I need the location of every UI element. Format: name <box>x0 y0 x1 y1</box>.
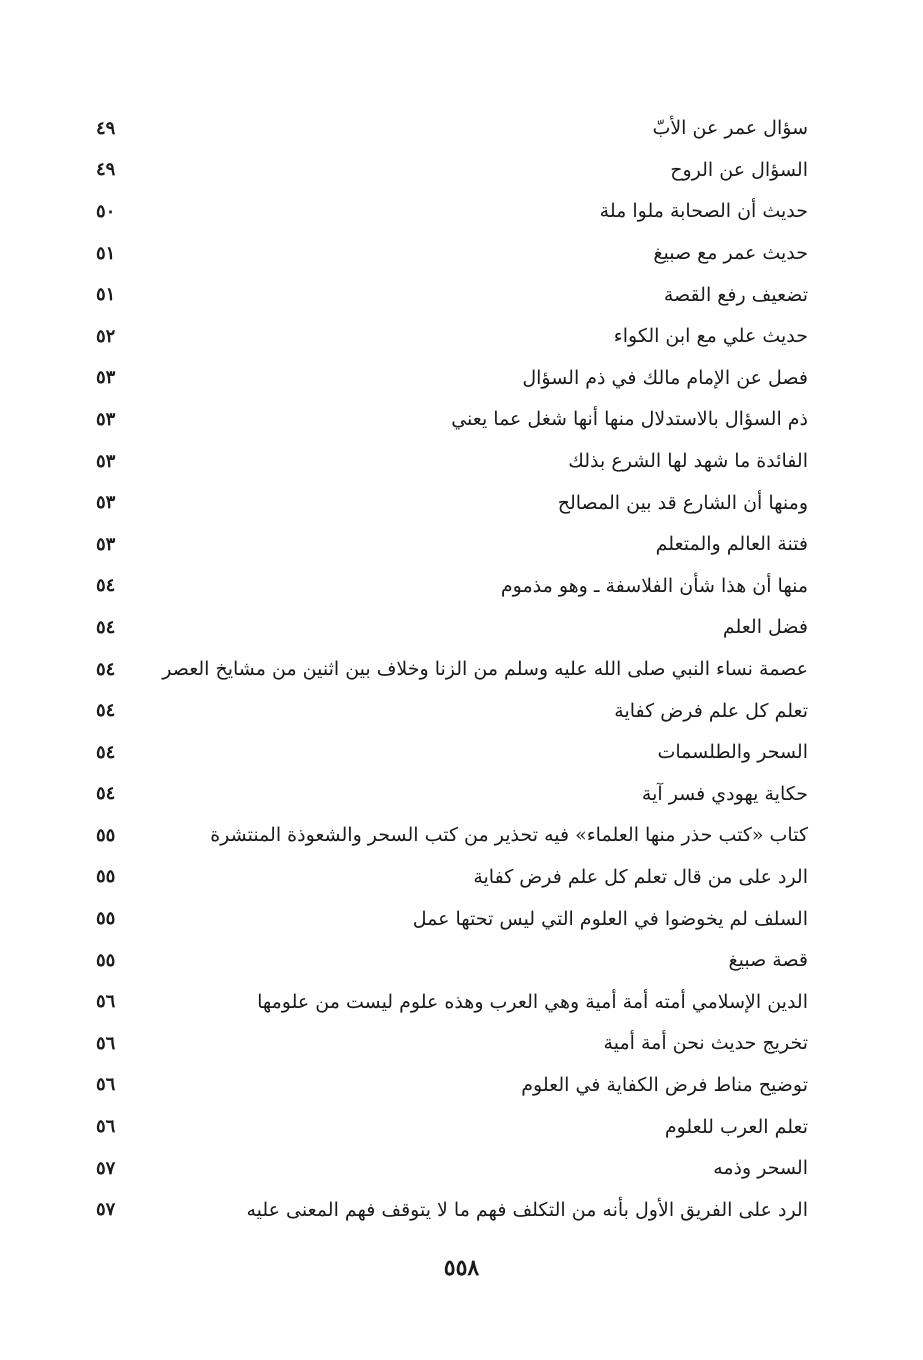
toc-entry <box>96 150 808 192</box>
toc-entry-title: الرد على الفريق الأول بأنه من التكلف فهم ما لا يتوقف فهم المعنى عليه <box>246 1198 808 1221</box>
toc-entry <box>96 482 808 524</box>
toc-entry <box>96 649 808 691</box>
toc-entry-title: توضيح مناط فرض الكفاية في العلوم <box>521 1073 808 1096</box>
toc-entry-page: ٥٦ <box>96 1116 116 1138</box>
toc-entry-page: ٥٧ <box>96 1157 116 1179</box>
toc-entry <box>96 274 808 316</box>
toc-entry <box>96 774 808 816</box>
toc-entry <box>96 1189 808 1231</box>
toc-entry-title: فتنة العالم والمتعلم <box>655 533 808 556</box>
toc-entry-page: ٥٥ <box>96 908 116 930</box>
toc-entry <box>96 524 808 566</box>
toc-entry-title: ذم السؤال بالاستدلال منها أنها شغل عما يعني <box>451 408 808 431</box>
toc-entry <box>96 358 808 400</box>
toc-entry-title: منها أن هذا شأن الفلاسفة ـ وهو مذموم <box>500 574 808 597</box>
toc-entry-title: الرد على من قال تعلم كل علم فرض كفاية <box>473 865 808 888</box>
toc-entry-title: السحر وذمه <box>713 1157 808 1180</box>
toc-entry-title: الدين الإسلامي أمته أمة أمية وهي العرب وهذه علوم ليست من علومها <box>257 990 808 1013</box>
toc-entry-page: ٥٤ <box>96 616 116 638</box>
toc-entry-title: تخريج حديث نحن أمة أمية <box>603 1032 808 1055</box>
toc-entry-page: ٥٦ <box>96 1074 116 1096</box>
toc-entry-page: ٥١ <box>96 242 116 264</box>
toc-entry-page: ٥٣ <box>96 408 116 430</box>
toc-entry <box>96 233 808 275</box>
toc-entry-title: حديث علي مع ابن الكواء <box>613 325 808 348</box>
toc-entry-page: ٥٤ <box>96 700 116 722</box>
toc-entry <box>96 690 808 732</box>
toc-entry <box>96 607 808 649</box>
toc-entry-title: الفائدة ما شهد لها الشرع بذلك <box>568 450 808 473</box>
toc-entry <box>96 815 808 857</box>
toc-entry-page: ٥٣ <box>96 367 116 389</box>
toc-entry-page: ٥٧ <box>96 1199 116 1221</box>
toc-entry-title: حديث عمر مع صبيغ <box>653 242 808 265</box>
page-number: ٥٥٨ <box>443 1255 480 1281</box>
toc-entry-title: حكاية يهودي فسر آية <box>641 782 808 805</box>
toc-entry <box>96 1148 808 1190</box>
toc-entry <box>96 1065 808 1107</box>
toc-entry-page: ٥٣ <box>96 492 116 514</box>
toc-entry <box>96 566 808 608</box>
toc-entry-page: ٤٩ <box>96 117 116 139</box>
toc-entry-page: ٥٦ <box>96 1032 116 1054</box>
toc-entry <box>96 441 808 483</box>
toc-entry-page: ٥٤ <box>96 575 116 597</box>
toc-entry <box>96 1023 808 1065</box>
toc-entry-title: كتاب «كتب حذر منها العلماء» فيه تحذير من كتب السحر والشعوذة المنتشرة <box>210 824 808 847</box>
toc-entry-title: تضعيف رفع القصة <box>663 283 808 306</box>
toc-entry <box>96 191 808 233</box>
toc-entry <box>96 316 808 358</box>
toc-entry-title: فضل العلم <box>722 616 808 639</box>
toc-entry-title: حديث أن الصحابة ملوا ملة <box>599 200 808 223</box>
toc-entry-page: ٥٤ <box>96 741 116 763</box>
toc-entry-title: سؤال عمر عن الأبّ <box>652 117 808 140</box>
toc-entry-title: تعلم العرب للعلوم <box>664 1115 808 1138</box>
table-of-contents <box>96 108 808 1231</box>
toc-entry-title: قصة صبيغ <box>728 949 808 972</box>
toc-entry-title: السلف لم يخوضوا في العلوم التي ليس تحتها عمل <box>412 907 808 930</box>
toc-entry-title: السحر والطلسمات <box>657 741 808 764</box>
toc-entry <box>96 857 808 899</box>
toc-entry-page: ٥٥ <box>96 949 116 971</box>
toc-entry-page: ٥٤ <box>96 783 116 805</box>
toc-entry-page: ٥٥ <box>96 866 116 888</box>
toc-entry-page: ٥٤ <box>96 658 116 680</box>
toc-entry-page: ٥٠ <box>96 200 116 222</box>
toc-entry-title: عصمة نساء النبي صلى الله عليه وسلم من الزنا وخلاف بين اثنين من مشايخ العصر <box>162 658 808 681</box>
toc-entry <box>96 732 808 774</box>
toc-entry <box>96 940 808 982</box>
toc-entry <box>96 399 808 441</box>
toc-entry <box>96 981 808 1023</box>
toc-entry-page: ٥٣ <box>96 533 116 555</box>
toc-entry-title: تعلم كل علم فرض كفاية <box>614 699 808 722</box>
toc-entry-page: ٤٩ <box>96 159 116 181</box>
toc-entry <box>96 1106 808 1148</box>
toc-entry-page: ٥٢ <box>96 325 116 347</box>
toc-entry <box>96 108 808 150</box>
toc-entry-page: ٥٥ <box>96 824 116 846</box>
toc-entry-page: ٥٦ <box>96 991 116 1013</box>
toc-entry-title: فصل عن الإمام مالك في ذم السؤال <box>522 366 808 389</box>
toc-entry <box>96 898 808 940</box>
toc-entry-title: ومنها أن الشارع قد بين المصالح <box>557 491 808 514</box>
toc-entry-page: ٥٣ <box>96 450 116 472</box>
toc-entry-title: السؤال عن الروح <box>670 158 808 181</box>
toc-entry-page: ٥١ <box>96 284 116 306</box>
